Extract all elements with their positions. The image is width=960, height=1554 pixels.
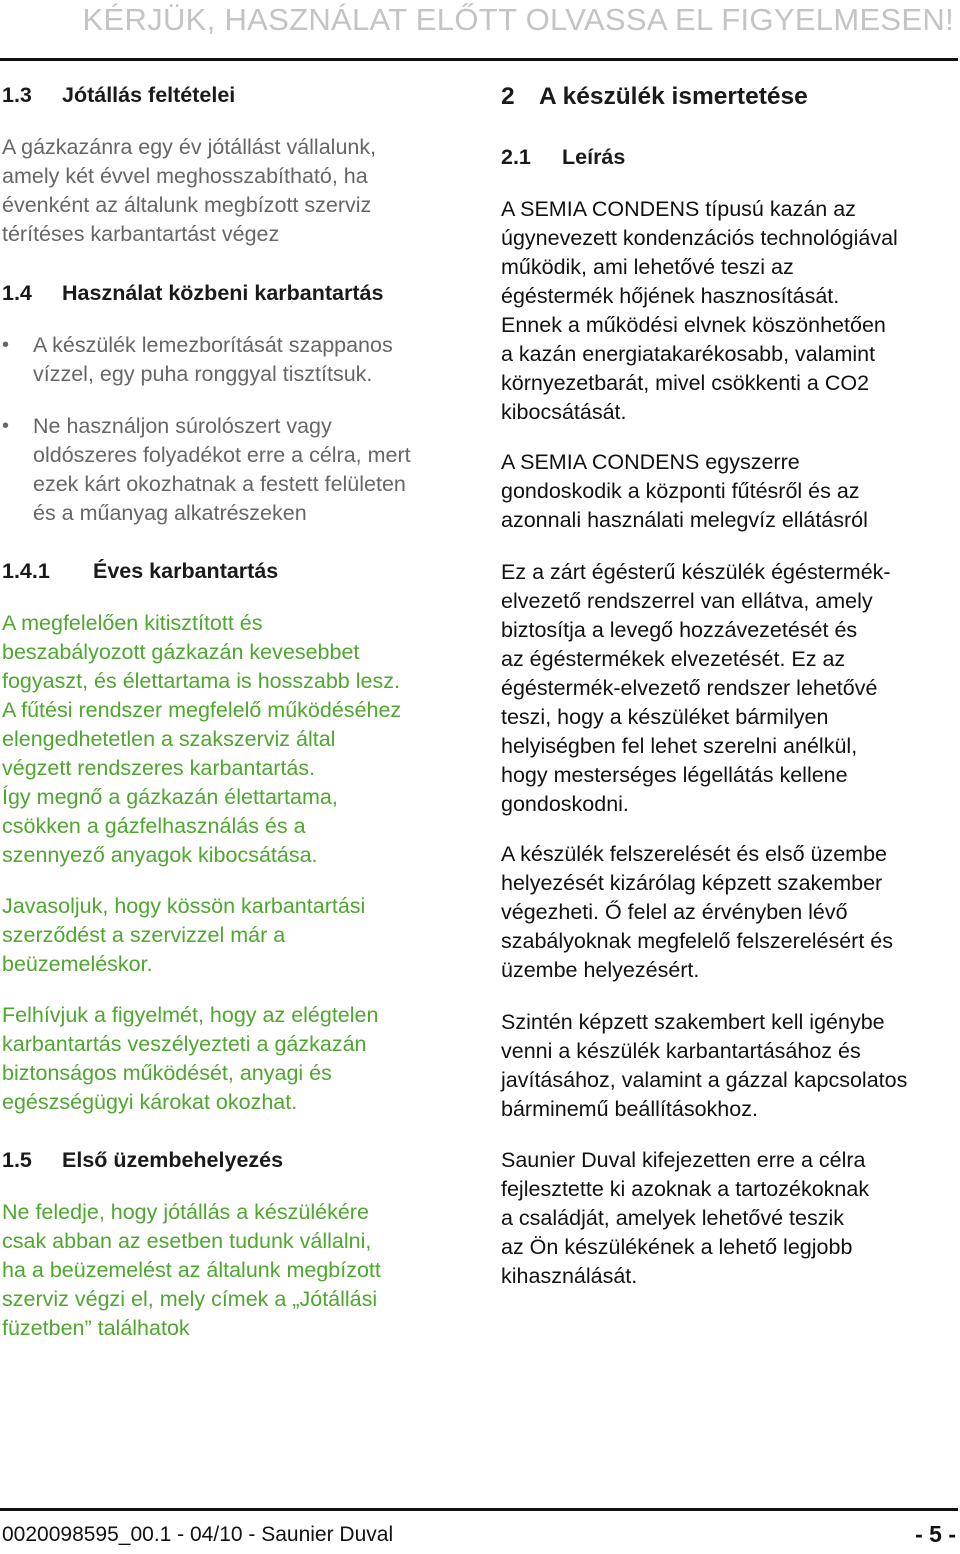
bullet-icon: • [2,415,10,437]
text-line: gondoskodik a központi fűtésről és az [501,479,860,503]
text-line: egészségügyi károkat okozhat. [2,1090,298,1114]
text-line: Ne feledje, hogy jótállás a készülékére [2,1200,369,1224]
text-line: és a műanyag alkatrészeken [33,501,307,525]
text-line: füzetben” találhatok [2,1316,190,1340]
text-line: A gázkazánra egy év jótállást vállalunk, [2,135,377,159]
heading-title: A készülék ismertetése [539,83,808,110]
text-line: gondoskodni. [501,792,629,816]
text-line: A megfelelően kitisztított és [2,611,263,635]
text-line: helyiségben fel lehet szerelni anélkül, [501,734,858,758]
page-number: - 5 - [915,1521,956,1547]
text-line: Saunier Duval kifejezetten erre a célra [501,1148,866,1172]
heading-2 [501,83,808,111]
heading-title: Éves karbantartás [93,559,279,583]
text-line: elengedhetetlen a szakszerviz által [2,727,336,751]
heading-number: 1.4.1 [2,559,50,583]
footer-document-reference: 0020098595_00.1 - 04/10 - Saunier Duval [2,1523,394,1546]
text-line: venni a készülék karbantartásához és [501,1039,861,1063]
text-line: javításához, valamint a gázzal kapcsolatos [501,1068,908,1092]
text-line: teszi, hogy a készüléket bármilyen [501,705,829,729]
text-line: úgynevezett kondenzációs technológiával [501,226,898,250]
text-line: üzembe helyezésért. [501,958,700,982]
text-line: Javasoljuk, hogy kössön karbantartási [2,894,366,918]
bullet-icon: • [2,334,10,356]
text-line: szerződést a szervizzel már a [2,923,286,947]
text-line: bárminemű beállításokhoz. [501,1097,758,1121]
text-line: szennyező anyagok kibocsátása. [2,843,318,867]
text-line: vízzel, egy puha ronggyal tisztítsuk. [33,362,373,386]
heading-title: Első üzembehelyezés [62,1148,284,1172]
annual-maintenance-paragraph [2,609,401,870]
text-line: A készülék lemezborítását szappanos [33,333,393,357]
text-line: Ne használjon súrolószert vagy [33,414,332,438]
text-line: a családját, amelyek lehetővé teszik [501,1206,844,1230]
text-line: ezek kárt okozhatnak a festett felületen [33,472,406,496]
heading-2-1 [501,145,625,170]
text-line: kibocsátását. [501,400,627,424]
text-line: környezetbarát, mivel csökkenti a CO2 [501,371,870,395]
heading-1-4-1 [2,559,278,584]
heading-number: 1.3 [2,83,32,107]
description-paragraph-1 [501,195,898,427]
text-line: ha a beüzemelést az általunk megbízott [2,1258,381,1282]
text-line: Szintén képzett szakembert kell igénybe [501,1010,885,1034]
heading-title: Jótállás feltételei [62,83,236,107]
text-line: beüzemeléskor. [2,952,153,976]
footer-rule [0,1508,958,1511]
text-line: biztonságos működését, anyagi és [2,1061,332,1085]
text-line: végzett rendszeres karbantartás. [2,756,316,780]
text-line: égéstermék-elvezető rendszer lehetővé [501,676,878,700]
heading-number: 1.4 [2,281,32,305]
page-header-title: KÉRJÜK, HASZNÁLAT ELŐTT OLVASSA EL FIGYELMESEN! [82,2,954,37]
description-paragraph-6 [501,1146,869,1291]
header-rule [0,58,958,61]
text-line: karbantartás veszélyezteti a gázkazán [2,1032,367,1056]
text-line: működik, ami lehetővé teszi az [501,255,794,279]
maintenance-warning-paragraph [2,1001,378,1117]
bullet-item-no-abrasives [2,412,472,528]
text-line: csak abban az esetben tudunk vállalni, [2,1229,372,1253]
text-line: biztosítja a levegő hozzávezetését és [501,618,858,642]
first-commissioning-paragraph [2,1198,381,1343]
text-line: a kazán energiatakarékosabb, valamint [501,342,876,366]
heading-number: 2.1 [501,145,531,169]
text-line: Felhívjuk a figyelmét, hogy az elégtelen [2,1003,379,1027]
text-line: végezheti. Ő felel az érvényben lévő [501,900,848,924]
text-line: hogy mesterséges légellátás kellene [501,763,848,787]
heading-1-4 [2,281,383,306]
text-line: azonnali használati melegvíz ellátásról [501,508,868,532]
text-line: fejlesztette ki azoknak a tartozékoknak [501,1177,870,1201]
contract-recommendation-paragraph [2,892,365,979]
description-paragraph-4 [501,840,893,985]
text-line: Ennek a működési elvnek köszönhetően [501,313,886,337]
text-line: az égéstermékek elvezetését. Ez az [501,647,846,671]
text-line: Így megnő a gázkazán élettartama, [2,785,338,809]
text-line: évenként az általunk megbízott szerviz [2,193,372,217]
text-line: elvezető rendszerrel van ellátva, amely [501,589,873,613]
text-line: A készülék felszerelését és első üzembe [501,842,888,866]
heading-title: Használat közbeni karbantartás [62,281,384,305]
text-line: A SEMIA CONDENS típusú kazán az [501,197,856,221]
text-line: csökken a gázfelhasználás és a [2,814,306,838]
description-paragraph-5 [501,1008,907,1124]
text-line: fogyaszt, és élettartama is hosszabb lesz. [2,669,400,693]
heading-number: 1.5 [2,1148,32,1172]
description-paragraph-2 [501,448,868,535]
text-line: térítéses karbantartást végez [2,222,280,246]
heading-1-5 [2,1148,283,1173]
text-line: A SEMIA CONDENS egyszerre [501,450,800,474]
text-line: beszabályozott gázkazán kevesebbet [2,640,360,664]
text-line: kihasználását. [501,1264,638,1288]
heading-title: Leírás [562,145,626,169]
text-line: szerviz végzi el, mely címek a „Jótállási [2,1287,378,1311]
heading-1-3 [2,83,235,108]
text-line: helyezését kizárólag képzett szakember [501,871,883,895]
text-line: égéstermék hőjének hasznosítását. [501,284,840,308]
warranty-paragraph [2,133,376,249]
text-line: Ez a zárt égésterű készülék égéstermék- [501,560,891,584]
text-line: szabályoknak megfelelő felszerelésért és [501,929,893,953]
text-line: oldószeres folyadékot erre a célra, mert [33,443,411,467]
text-line: amely két évvel meghosszabítható, ha [2,164,368,188]
text-line: A fűtési rendszer megfelelő működéséhez [2,698,402,722]
text-line: az Ön készülékének a lehető legjobb [501,1235,853,1259]
description-paragraph-3 [501,558,891,819]
bullet-item-cleaning [2,331,472,389]
heading-number: 2 [501,83,515,110]
